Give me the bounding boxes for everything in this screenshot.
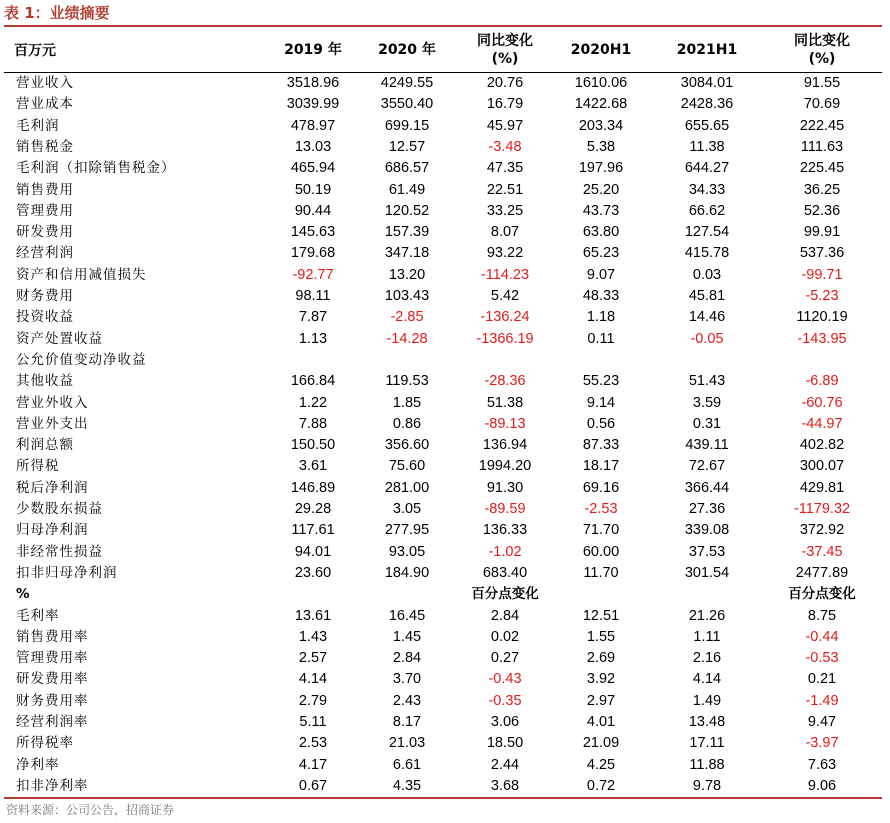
table-cell: 2.84 [392, 650, 422, 667]
table-cell: 50.19 [294, 181, 332, 198]
table-cell: -2.85 [390, 309, 424, 326]
table-cell: -6.89 [805, 373, 839, 390]
table-cell: 3518.96 [286, 75, 340, 91]
row-label: 净利率 [16, 756, 60, 773]
table-cell: 72.67 [688, 458, 726, 475]
table-cell: 1.11 [693, 628, 721, 645]
table-cell: 11.88 [689, 756, 725, 773]
table-cell: 3.05 [392, 501, 422, 517]
table-cell: 2.84 [490, 607, 520, 624]
row-label: 营业外收入 [16, 394, 89, 411]
table-cell [659, 584, 755, 605]
row-label: 管理费用 [16, 202, 74, 219]
table-row [4, 669, 874, 690]
table-cell: 91.55 [803, 75, 841, 91]
table-cell: 0.03 [692, 266, 722, 283]
table-cell: 75.60 [388, 458, 426, 475]
table-cell: 0.72 [586, 777, 616, 794]
table-cell: 百分点变化 [788, 586, 856, 603]
table-row [4, 755, 874, 776]
table-cell: 51.43 [688, 373, 726, 390]
table-cell: 4249.55 [380, 75, 434, 91]
row-label: 管理费用率 [16, 650, 89, 667]
table-cell: 3084.01 [680, 75, 734, 91]
table-cell: 0.31 [692, 415, 722, 432]
table-cell: 13.03 [294, 138, 332, 155]
table-cell: 11.70 [583, 564, 619, 581]
table-cell: 103.43 [384, 288, 430, 304]
table-row [4, 712, 874, 733]
table-cell: 71.70 [582, 522, 620, 539]
table-cell: 13.20 [388, 266, 426, 283]
table-cell: 3.61 [298, 458, 328, 475]
table-cell: 69.16 [582, 479, 620, 496]
table-cell: 179.68 [290, 245, 336, 262]
table-cell: 146.89 [290, 479, 336, 496]
row-label: 营业收入 [16, 75, 74, 91]
table-cell: -37.45 [801, 543, 843, 560]
table-cell: 277.95 [384, 522, 430, 539]
table-cell: 644.27 [684, 160, 730, 177]
table-cell: 222.45 [799, 117, 845, 134]
row-label: 销售费用 [16, 181, 74, 198]
table-cell: 537.36 [799, 245, 845, 262]
table-cell: 14.46 [688, 309, 726, 326]
row-label: 税后净利润 [16, 479, 89, 496]
table-cell: 12.51 [582, 607, 620, 624]
table-cell: -5.23 [805, 288, 839, 304]
table-cell: 3.92 [586, 671, 616, 688]
table-cell: 5.42 [490, 288, 520, 304]
table-row [4, 584, 874, 605]
table-cell: -143.95 [797, 330, 847, 347]
table-row [4, 307, 874, 328]
table-cell: 166.84 [290, 373, 336, 390]
table-cell [359, 584, 455, 605]
table-cell: 7.88 [298, 415, 328, 432]
table-row [4, 478, 874, 499]
table-cell: -60.76 [801, 394, 843, 411]
row-label: 营业成本 [16, 96, 74, 113]
table-cell: 7.63 [807, 756, 837, 773]
table-row [4, 329, 874, 350]
row-label: % [16, 586, 31, 603]
table-cell: 415.78 [684, 245, 730, 262]
table-cell: 48.33 [582, 288, 620, 304]
table-cell: 2428.36 [680, 96, 734, 113]
row-label: 经营利润 [16, 245, 74, 262]
table-cell: 1994.20 [478, 458, 532, 475]
table-row [4, 201, 874, 222]
table-cell: 47.35 [486, 160, 524, 177]
column-header-h2021: 2021H1 [676, 42, 738, 58]
table-cell: 52.36 [803, 202, 841, 219]
table-row [4, 520, 874, 541]
table-cell: 2.43 [392, 692, 422, 709]
table-cell: 1610.06 [574, 75, 628, 91]
table-cell: 5.38 [586, 138, 616, 155]
row-label: 销售税金 [16, 138, 74, 155]
table-cell: -89.59 [484, 501, 526, 517]
table-cell: -114.23 [480, 266, 530, 283]
table-cell: 21.26 [688, 607, 726, 624]
bottom-rule [4, 797, 882, 799]
row-label: 少数股东损益 [16, 501, 103, 517]
table-cell: 9.07 [586, 266, 616, 283]
table-row [4, 691, 874, 712]
table-cell: 3.06 [490, 714, 520, 730]
row-label: 毛利润（扣除销售税金） [16, 160, 176, 177]
table-row [4, 350, 874, 371]
table-cell: 4.25 [586, 756, 616, 773]
table-cell: 1.55 [586, 628, 616, 645]
table-cell: 372.92 [799, 522, 845, 539]
table-cell: 0.27 [490, 650, 520, 667]
table-cell: 686.57 [384, 160, 430, 177]
table-cell [265, 584, 361, 605]
table-cell: 9.06 [807, 777, 837, 794]
table-cell: 45.81 [688, 288, 726, 304]
table-cell: -1.49 [805, 692, 839, 709]
table-cell: 3.68 [490, 777, 520, 794]
table-cell: 23.60 [294, 564, 332, 581]
table-cell: 27.36 [688, 501, 726, 517]
table-cell: 4.14 [692, 671, 722, 688]
table-cell: 9.14 [586, 394, 616, 411]
table-cell: 0.67 [298, 777, 328, 794]
table-cell: 0.11 [587, 330, 615, 347]
table-cell: 4.01 [586, 714, 616, 730]
table-cell: 281.00 [384, 479, 430, 496]
table-cell: 4.17 [298, 756, 328, 773]
table-row [4, 116, 874, 137]
table-row [4, 158, 874, 179]
table-cell [457, 350, 553, 371]
row-label: 营业外支出 [16, 415, 89, 432]
table-row [4, 393, 874, 414]
row-label: 研发费用率 [16, 671, 89, 688]
table-cell: 8.75 [807, 607, 837, 624]
table-cell: 91.30 [486, 479, 524, 496]
row-label: 扣非净利率 [16, 777, 89, 794]
table-cell [359, 350, 455, 371]
table-cell: 2.57 [298, 650, 328, 667]
table-cell: -1.02 [488, 543, 522, 560]
table-cell: 16.79 [486, 96, 524, 113]
table-cell: 301.54 [684, 564, 730, 581]
table-cell: 2.53 [298, 735, 328, 752]
table-cell: 0.56 [586, 415, 616, 432]
table-cell: 22.51 [486, 181, 524, 198]
table-row [4, 243, 874, 264]
table-cell: 93.05 [388, 543, 426, 560]
table-cell: 36.25 [803, 181, 841, 198]
table-cell: 9.78 [692, 777, 722, 794]
table-cell: 6.61 [392, 756, 422, 773]
table-cell: 439.11 [685, 437, 729, 454]
table-row [4, 222, 874, 243]
table-cell: 465.94 [290, 160, 336, 177]
table-row [4, 414, 874, 435]
table-cell: 347.18 [384, 245, 430, 262]
table-title: 表 1：业绩摘要 [4, 4, 110, 22]
table-cell: 21.03 [388, 735, 426, 752]
table-cell: 51.38 [486, 394, 524, 411]
table-cell: 2.44 [490, 756, 520, 773]
table-cell [553, 350, 649, 371]
row-label: 毛利率 [16, 607, 60, 624]
table-cell: 29.28 [294, 501, 332, 517]
table-cell: 61.49 [388, 181, 426, 198]
table-cell: -0.35 [488, 692, 522, 709]
table-cell: 111.63 [800, 138, 844, 155]
table-cell: 339.08 [684, 522, 730, 539]
table-row [4, 265, 874, 286]
column-header-unit: 百万元 [14, 43, 56, 59]
row-label: 财务费用率 [16, 692, 89, 709]
table-cell: 136.94 [482, 437, 528, 454]
table-cell: 120.52 [384, 202, 430, 219]
table-cell [265, 350, 361, 371]
row-label: 资产处置收益 [16, 330, 103, 347]
table-row [4, 435, 874, 456]
table-cell: 145.63 [290, 224, 336, 241]
column-header-yoy: 同比变化 (%) [477, 33, 533, 67]
column-header-h2020: 2020H1 [570, 42, 632, 58]
table-cell: 117.61 [291, 522, 335, 539]
table-row [4, 73, 874, 94]
row-label: 归母净利润 [16, 522, 89, 539]
table-cell: -1179.32 [793, 501, 851, 517]
table-row [4, 371, 874, 392]
table-cell: 4.14 [298, 671, 328, 688]
table-row [4, 776, 874, 797]
table-cell: -92.77 [292, 266, 334, 283]
table-cell: -89.13 [484, 415, 526, 432]
table-cell: -3.48 [488, 138, 522, 155]
table-cell: 225.45 [799, 160, 845, 177]
table-cell: 119.53 [385, 373, 429, 390]
row-label: 投资收益 [16, 309, 74, 326]
table-cell: 197.96 [578, 160, 624, 177]
table-cell: 16.45 [388, 607, 426, 624]
table-row [4, 627, 874, 648]
table-cell: 18.17 [582, 458, 620, 475]
table-cell: 90.44 [294, 202, 332, 219]
row-label: 所得税率 [16, 735, 74, 752]
table-cell: 356.60 [384, 437, 430, 454]
table-row [4, 286, 874, 307]
table-cell: -0.05 [690, 330, 724, 347]
table-row [4, 563, 874, 584]
table-cell: 2.16 [692, 650, 722, 667]
table-cell: -99.71 [801, 266, 843, 283]
table-cell: 9.47 [807, 714, 837, 730]
row-label: 扣非归母净利润 [16, 564, 118, 581]
table-cell: 1.85 [392, 394, 422, 411]
table-cell: 1.22 [298, 394, 328, 411]
table-row [4, 456, 874, 477]
table-cell: 184.90 [384, 564, 430, 581]
column-header-y2019: 2019 年 [284, 42, 342, 58]
table-cell [553, 584, 649, 605]
table-cell [659, 350, 755, 371]
table-cell: 2.69 [586, 650, 616, 667]
table-cell: -1366.19 [476, 330, 534, 347]
row-label: 销售费用率 [16, 628, 89, 645]
table-cell: -136.24 [480, 309, 530, 326]
table-cell: 136.33 [482, 522, 528, 539]
table-cell: 127.54 [684, 224, 730, 241]
table-row [4, 499, 874, 520]
table-cell: 63.80 [582, 224, 620, 241]
table-cell: 1.49 [692, 692, 722, 709]
row-label: 资产和信用减值损失 [16, 266, 147, 283]
table-cell: 98.11 [295, 288, 331, 304]
table-cell: 60.00 [582, 543, 620, 560]
table-cell: 8.07 [490, 224, 520, 241]
table-cell: 4.35 [392, 777, 422, 794]
table-cell: 1.13 [298, 330, 328, 347]
table-cell: 93.22 [486, 245, 524, 262]
table-cell: 55.23 [582, 373, 620, 390]
row-label: 其他收益 [16, 373, 74, 390]
top-rule [4, 25, 882, 27]
table-cell: 99.91 [803, 224, 841, 241]
table-cell: 300.07 [799, 458, 845, 475]
table-cell: 百分点变化 [471, 586, 539, 603]
table-cell: -3.97 [805, 735, 839, 752]
table-cell: 34.33 [688, 181, 726, 198]
table-cell: 0.21 [807, 671, 837, 688]
column-header-hoh: 同比变化 (%) [794, 33, 850, 67]
table-cell: 0.86 [392, 415, 422, 432]
table-cell: 8.17 [392, 714, 422, 730]
table-cell: -0.53 [805, 650, 839, 667]
row-label: 所得税 [16, 458, 60, 475]
table-cell: 150.50 [290, 437, 336, 454]
source-note: 资料来源：公司公告，招商证券 [6, 803, 175, 817]
table-cell: 1120.19 [796, 309, 848, 326]
table-cell: 699.15 [384, 117, 430, 134]
table-cell [774, 350, 870, 371]
table-cell: 70.69 [803, 96, 841, 113]
table-cell: 43.73 [582, 202, 620, 219]
row-label: 公允价值变动净收益 [16, 351, 147, 368]
table-cell: 18.50 [486, 735, 524, 752]
table-row [4, 648, 874, 669]
table-cell: 45.97 [486, 117, 524, 134]
table-cell: 20.76 [486, 75, 524, 91]
table-row [4, 733, 874, 754]
table-cell: 429.81 [799, 479, 845, 496]
table-cell: 683.40 [482, 564, 528, 581]
table-cell: 12.57 [388, 138, 426, 155]
table-cell: 3550.40 [380, 96, 434, 113]
table-cell: -14.28 [386, 330, 428, 347]
table-cell: 21.09 [582, 735, 620, 752]
table-cell: -0.43 [488, 671, 522, 688]
row-label: 非经常性损益 [16, 543, 103, 560]
table-row [4, 542, 874, 563]
table-cell: 87.33 [582, 437, 620, 454]
table-cell: -2.53 [584, 501, 618, 517]
table-cell: -28.36 [484, 373, 526, 390]
column-header-y2020: 2020 年 [378, 42, 436, 58]
row-label: 经营利润率 [16, 714, 89, 730]
table-cell: 3.70 [392, 671, 422, 688]
table-cell: 7.87 [298, 309, 328, 326]
table-cell: 25.20 [582, 181, 620, 198]
table-row [4, 606, 874, 627]
table-cell: 157.39 [384, 224, 430, 241]
table-cell: 655.65 [684, 117, 730, 134]
table-cell: 0.02 [490, 628, 520, 645]
table-cell: 94.01 [294, 543, 332, 560]
table-cell: -0.44 [805, 628, 839, 645]
table-cell: 478.97 [290, 117, 336, 134]
table-cell: 402.82 [799, 437, 845, 454]
table-cell: 17.11 [689, 735, 725, 752]
table-cell: -44.97 [801, 415, 843, 432]
row-label: 毛利润 [16, 117, 60, 134]
table-cell: 13.61 [294, 607, 332, 624]
table-cell: 2.79 [298, 692, 328, 709]
row-label: 研发费用 [16, 224, 74, 241]
table-cell: 65.23 [582, 245, 620, 262]
table-cell: 1.45 [392, 628, 422, 645]
row-label: 利润总额 [16, 437, 74, 454]
table-cell: 5.11 [299, 714, 327, 730]
table-cell: 1.43 [298, 628, 328, 645]
table-cell: 66.62 [688, 202, 726, 219]
table-row [4, 94, 874, 115]
table-cell: 1.18 [586, 309, 616, 326]
table-cell: 13.48 [688, 714, 726, 730]
table-cell: 1422.68 [574, 96, 628, 113]
table-row [4, 137, 874, 158]
table-row [4, 180, 874, 201]
table-cell: 33.25 [486, 202, 524, 219]
table-cell: 3039.99 [286, 96, 340, 113]
table-cell: 3.59 [692, 394, 722, 411]
table-cell: 37.53 [688, 543, 726, 560]
row-label: 财务费用 [16, 288, 74, 304]
table-cell: 2.97 [586, 692, 616, 709]
table-cell: 2477.89 [795, 564, 849, 581]
table-cell: 203.34 [578, 117, 624, 134]
table-cell: 366.44 [684, 479, 730, 496]
table-cell: 11.38 [689, 138, 725, 155]
